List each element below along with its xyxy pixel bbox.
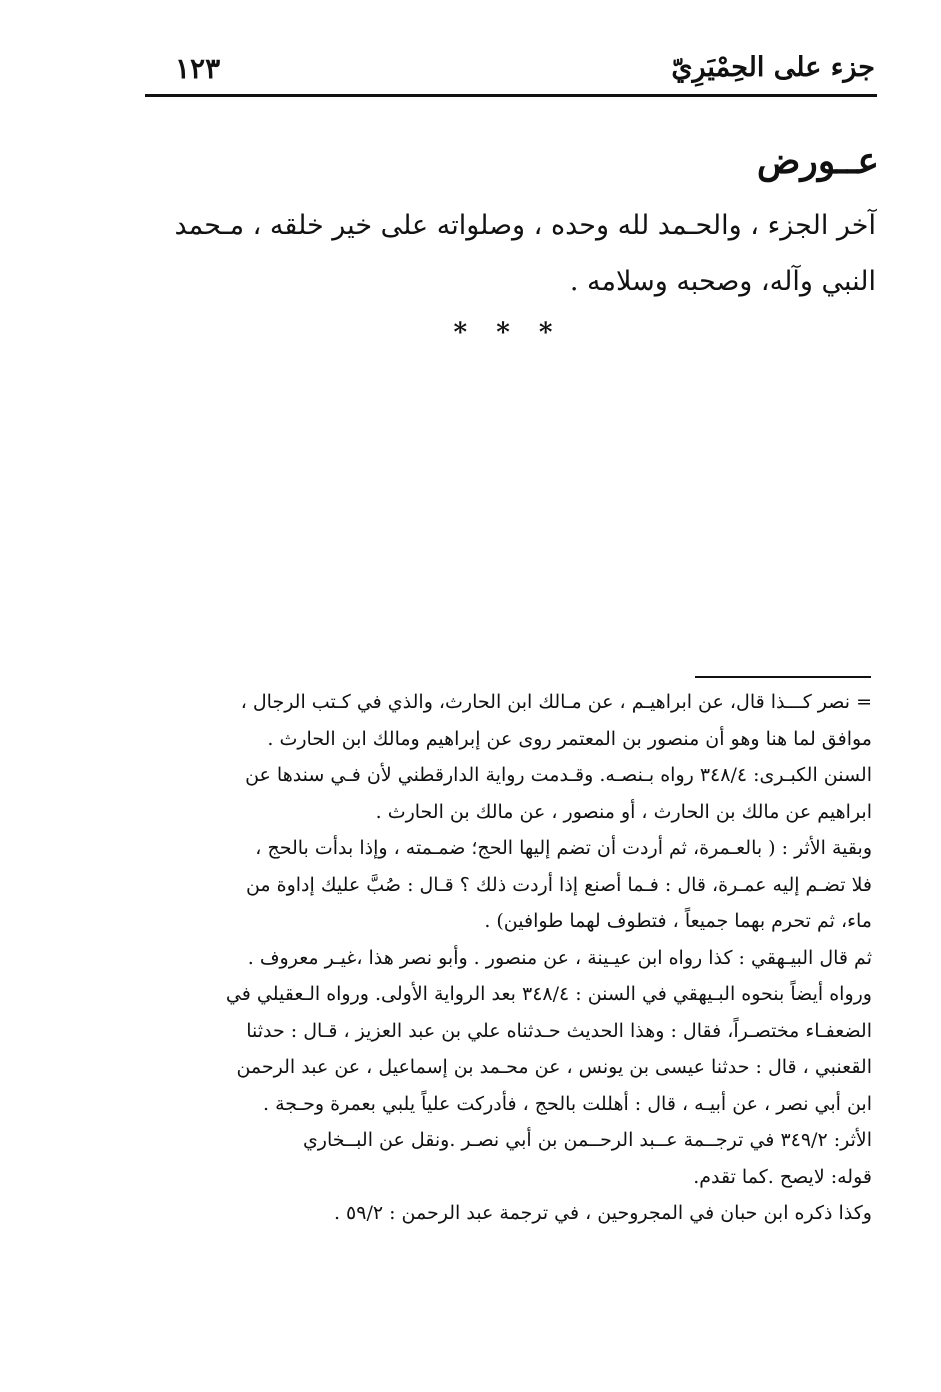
header-rule (145, 94, 877, 97)
footnote-line: ماء، ثم تحرم بهما جميعاً ، فتطوف لهما طوافين) . (484, 910, 872, 932)
running-header-title: جزء على الحِمْيَرِيّ (671, 52, 875, 83)
separator-stars: * * * (453, 318, 563, 348)
main-text-line: آخر الجزء ، والحـمد لله وحده ، وصلواته على خير خلقه ، مـحمد (174, 210, 876, 241)
footnotes (130, 684, 872, 1232)
running-header (145, 52, 875, 90)
footnote-line: ثم قال البيـهقي : كذا رواه ابن عيـينة ، عن منصور . وأبو نصر هذا ،غيـر معروف . (247, 946, 872, 969)
footnote-line: السنن الكبـرى: ٣٤٨/٤ رواه بـنصـه. وقـدمت رواية الدارقطني لأن فـي سندها عن (245, 764, 872, 786)
footnote-line: ابن أبي نصر ، عن أبيـه ، قال : أهللت بالحج ، فأدركت علياً يلبي بعمرة وحـجة . (263, 1092, 872, 1115)
footnote-line: فلا تضـم إليه عمـرة، قال : فـما أصنع إذا أردت ذلك ؟ قـال : صُبَّ عليك إداوة من (245, 873, 872, 896)
footnote-line: قوله: لايصح .كما تقدم. (693, 1165, 872, 1188)
footnote-line: الضعفـاء مختصـراً، فقال : وهذا الحديث حـدثناه علي بن عبد العزيز ، قـال : حدثنا (246, 1019, 872, 1042)
page-number: ١٢٣ (175, 52, 221, 85)
footnote-line: وكذا ذكره ابن حبان في المجروحين ، في ترجمة عبد الرحمن : ٥٩/٢ . (333, 1202, 872, 1224)
footnote-line: ورواه أيضاً بنحوه البـيهقي في السنن : ٣٤٨/٤ بعد الرواية الأولى. ورواه الـعقيلي في (225, 983, 872, 1005)
footnote-line: وبقية الأثر : ( بالعـمرة، ثم أردت أن تضم إليها الحج؛ ضمـمته ، وإذا بدأت بالحج ، (255, 837, 872, 859)
footnote-line: القعنبي ، قال : حدثنا عيسى بن يونس ، عن محـمد بن إسماعيل ، عن عبد الرحمن (236, 1056, 872, 1078)
footnote-line: الأثر: ٣٤٩/٢ في ترجــمة عــبد الرحــمن بن أبي نصـر .ونقل عن البــخاري (302, 1129, 872, 1151)
section-title: عــورض (756, 140, 879, 182)
main-text-line: النبي وآله، وصحبه وسلامه . (569, 266, 876, 297)
footnote-line: ابراهيم عن مالك بن الحارث ، أو منصور ، عن مالك بن الحارث . (375, 800, 872, 823)
footnote-rule (695, 676, 871, 678)
footnote-line: = نصر كـــذا قال، عن ابراهيـم ، عن مـالك ابن الحارث، والذي في كـتب الرجال ، (240, 691, 872, 713)
main-text (140, 198, 876, 310)
footnote-line: موافق لما هنا وهو أن منصور بن المعتمر روى عن إبراهيم ومالك ابن الحارث . (267, 727, 872, 750)
